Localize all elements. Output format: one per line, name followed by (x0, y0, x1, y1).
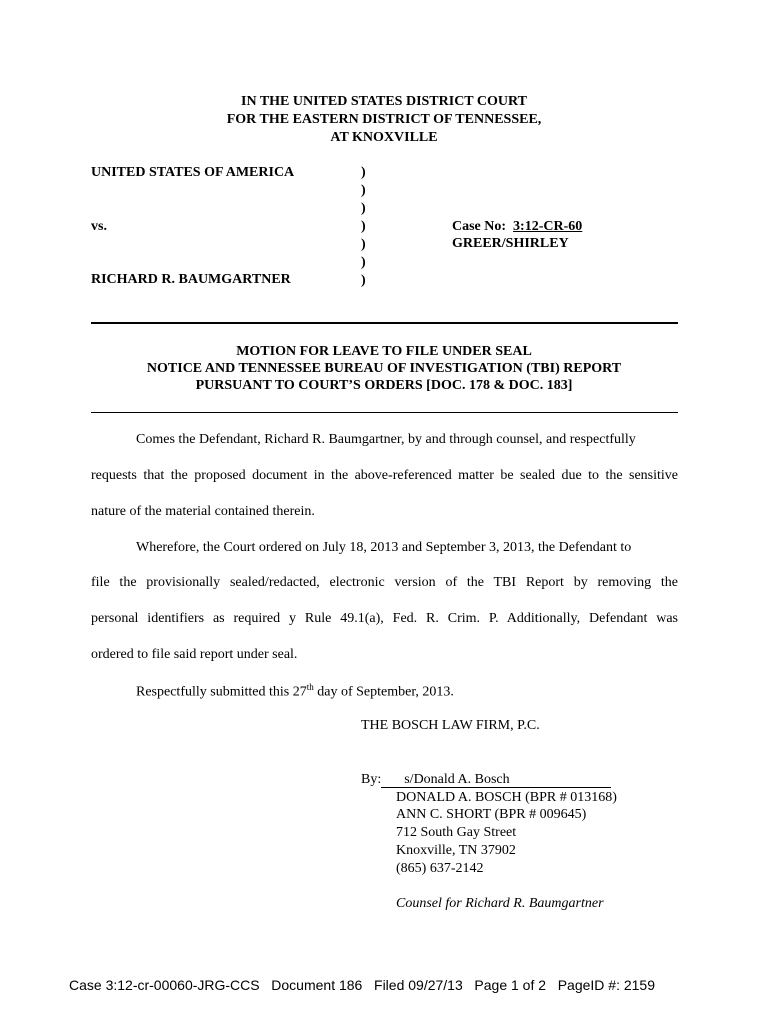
submission-text: Respectfully submitted this 27 (136, 684, 307, 700)
street-address: 712 South Gay Street (396, 825, 517, 840)
electronic-signature: s/Donald A. Bosch (381, 772, 611, 788)
paragraph-2-line: ordered to file said report under seal. (91, 647, 298, 662)
submission-date-line (136, 682, 454, 701)
court-district: FOR THE EASTERN DISTRICT OF TENNESSEE, (226, 112, 542, 127)
plaintiff-name: UNITED STATES OF AMERICA (91, 165, 295, 180)
versus-label: vs. (91, 219, 107, 234)
motion-title-line2: NOTICE AND TENNESSEE BUREAU OF INVESTIGATION (TBI) REPORT (146, 361, 622, 376)
paren: ) (361, 201, 366, 216)
paren: ) (361, 237, 366, 252)
motion-title-line3: PURSUANT TO COURT’S ORDERS [DOC. 178 & DOC. 183] (195, 378, 573, 393)
assigned-judges: GREER/SHIRLEY (452, 236, 569, 251)
ordinal-suffix: th (306, 682, 314, 692)
submission-text: day of September, 2013. (313, 684, 454, 700)
law-firm-name: THE BOSCH LAW FIRM, P.C. (361, 718, 540, 733)
paren: ) (361, 183, 366, 198)
motion-title-line1: MOTION FOR LEAVE TO FILE UNDER SEAL (236, 344, 532, 359)
paragraph-1-line: requests that the proposed document in the above-referenced matter be sealed due to the sensitive (91, 468, 678, 483)
signature-line (361, 772, 611, 788)
paren: ) (361, 165, 366, 180)
case-number-value: 3:12-CR-60 (513, 219, 583, 234)
by-label: By: (361, 772, 382, 787)
city-state-zip: Knoxville, TN 37902 (396, 843, 516, 858)
attorney-1: DONALD A. BOSCH (BPR # 013168) (396, 790, 617, 805)
paren: ) (361, 255, 366, 270)
paragraph-2-line: Wherefore, the Court ordered on July 18, 2013 and September 3, 2013, the Defendant to (136, 540, 632, 555)
phone-number: (865) 637-2142 (396, 861, 484, 876)
ecf-footer: Case 3:12-cr-00060-JRG-CCS Document 186 Filed 09/27/13 Page 1 of 2 PageID #: 2159 (69, 977, 655, 993)
paragraph-1-line: Comes the Defendant, Richard R. Baumgartner, by and through counsel, and respectfully (136, 432, 636, 447)
case-number (452, 219, 582, 235)
case-number-label: Case No: (452, 219, 507, 234)
defendant-name: RICHARD R. BAUMGARTNER (91, 272, 291, 287)
court-location: AT KNOXVILLE (330, 130, 438, 145)
attorney-2: ANN C. SHORT (BPR # 009645) (396, 807, 587, 822)
court-name: IN THE UNITED STATES DISTRICT COURT (241, 94, 527, 109)
paren: ) (361, 273, 366, 288)
divider-thick (91, 322, 678, 324)
paren: ) (361, 219, 366, 234)
divider-thin (91, 412, 678, 413)
paragraph-2-line: personal identifiers as required y Rule 49.1(a), Fed. R. Crim. P. Additionally, Defendant was (91, 611, 678, 626)
counsel-for: Counsel for Richard R. Baumgartner (396, 896, 604, 911)
paragraph-2-line: file the provisionally sealed/redacted, electronic version of the TBI Report by removing the (91, 575, 678, 590)
paragraph-1-line: nature of the material contained therein. (91, 504, 315, 519)
